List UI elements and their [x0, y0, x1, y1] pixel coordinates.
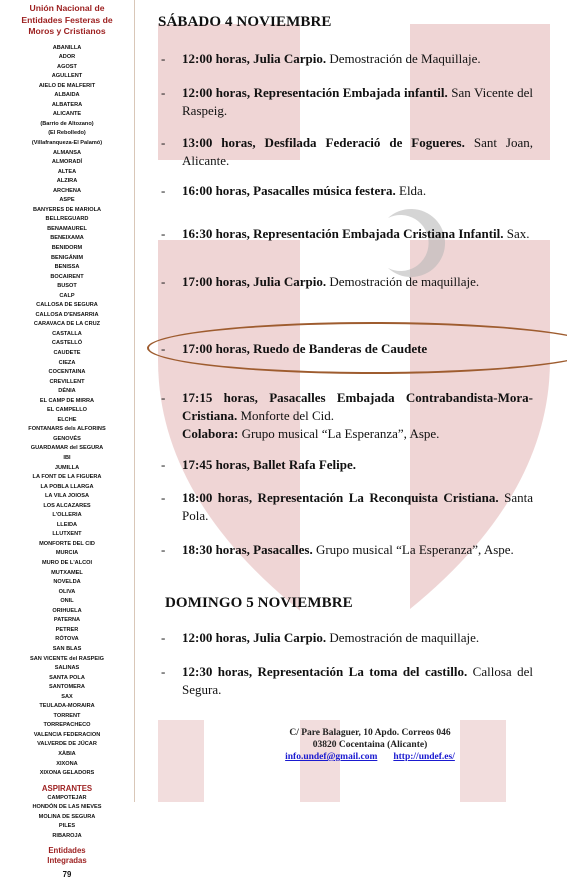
member-entity: EL CAMP DE MIRRA: [39, 397, 95, 404]
member-entity: ORIHUELA: [52, 607, 82, 614]
bullet-dash: -: [161, 226, 166, 241]
member-entity: PATERNA: [53, 617, 81, 624]
member-entity: XÀBIA: [58, 750, 76, 757]
member-entity: SANTOMERA: [49, 684, 85, 691]
member-entity: HONDÓN DE LAS NIEVES: [32, 804, 102, 811]
member-entity: VALVERDE DE JÚCAR: [37, 741, 97, 748]
member-entity: AGOST: [57, 63, 77, 70]
bullet-dash: -: [161, 457, 166, 472]
event-collaborator: Grupo musical “La Esperanza”, Aspe.: [238, 426, 440, 441]
member-entity: LA POBLA LLARGA: [40, 483, 94, 490]
bullet-dash: -: [161, 135, 166, 150]
org-title-line: Unión Nacional de: [29, 3, 105, 13]
event-item: [161, 84, 533, 120]
member-entity: XIXONA GELADORS: [39, 770, 95, 777]
event-item: [161, 389, 533, 443]
member-entity: ALBATERA: [51, 101, 83, 108]
member-entity: ALICANTE: [52, 111, 82, 118]
member-entity: BUSOT: [57, 283, 77, 290]
event-lead: 18:30 horas, Pasacalles.: [182, 542, 313, 557]
event-detail: Callosa del Segura.: [182, 664, 533, 697]
member-entity: CASTALLA: [52, 330, 82, 337]
member-entity: CALLOSA D'ENSARRIA: [35, 311, 99, 318]
entidades-label-line: Integradas: [47, 856, 87, 866]
event-lead: 16:00 horas, Pasacalles música festera.: [182, 183, 396, 198]
member-entity: MOLINA DE SEGURA: [38, 813, 96, 820]
organization-title: [0, 3, 134, 38]
member-entity: MONFORTE DEL CID: [39, 540, 95, 547]
bullet-dash: -: [161, 85, 166, 100]
event-lead: 12:30 horas, Representación La toma del castillo.: [182, 664, 468, 679]
event-lead: 16:30 horas, Representación Embajada Cristiana Infantil.: [182, 226, 504, 241]
event-item-highlighted: [161, 340, 533, 358]
member-entity: ALMORADÍ: [51, 159, 83, 166]
aspirant-list: [0, 794, 134, 842]
member-entity: (Barrio de Altozano): [40, 120, 94, 127]
member-entity: BENEIXAMA: [50, 235, 84, 242]
event-detail: Grupo musical “La Esperanza”, Aspe.: [312, 542, 514, 557]
bullet-dash: -: [161, 542, 166, 557]
member-entity: BOCAIRENT: [50, 273, 84, 280]
member-entity: TORREPACHECO: [43, 722, 91, 729]
member-entity: ALZIRA: [56, 178, 78, 185]
member-entity: XIXONA: [56, 760, 78, 767]
member-entity: BENIDORM: [51, 244, 83, 251]
aspirantes-title: ASPIRANTES: [41, 783, 93, 793]
member-entity: FONTANARS dels ALFORINS: [28, 426, 106, 433]
event-item: [161, 134, 533, 170]
bullet-dash: -: [161, 341, 166, 356]
day-heading: SÁBADO 4 NOVIEMBRE: [158, 14, 332, 30]
bullet-dash: -: [161, 490, 166, 505]
member-entity: LLEIDA: [56, 521, 78, 528]
event-lead: 12:00 horas, Julia Carpio.: [182, 51, 327, 66]
member-entity: LLUTXENT: [52, 531, 82, 538]
event-lead: 17:00 horas, Ruedo de Banderas de Caudete: [182, 341, 428, 356]
member-entity: SAN BLAS: [52, 645, 82, 652]
event-detail: Demostración de Maquillaje.: [326, 51, 481, 66]
bullet-dash: -: [161, 183, 166, 198]
member-entity: SANTA POLA: [49, 674, 85, 681]
member-entity: PETRER: [55, 626, 79, 633]
member-entity: SALINAS: [54, 665, 80, 672]
member-entity: GUARDAMAR del SEGURA: [30, 445, 104, 452]
day-heading: DOMINGO 5 NOVIEMBRE: [165, 595, 353, 611]
member-entity: LOS ALCAZARES: [43, 502, 91, 509]
event-item: [161, 182, 533, 200]
member-entity: BENISSA: [54, 264, 80, 271]
bullet-dash: -: [161, 274, 166, 289]
member-entity: MURCIA: [55, 550, 79, 557]
footer-city: 03820 Cocentaina (Alicante): [312, 740, 428, 750]
member-entity: CAUDETE: [53, 350, 81, 356]
event-item: [161, 663, 533, 699]
entidades-label: [0, 846, 134, 866]
member-entity: MUTXAMEL: [51, 569, 83, 576]
member-entity: COCENTAINA: [48, 369, 86, 376]
member-entity: DÉNIA: [58, 388, 76, 395]
email-link[interactable]: info.undef@gmail.com: [285, 752, 378, 762]
bullet-dash: -: [161, 664, 166, 679]
event-lead: 18:00 horas, Representación La Reconquista Cristiana.: [182, 490, 499, 505]
member-entity: ALBAIDA: [54, 92, 80, 99]
member-entity: CARAVACA DE LA CRUZ: [33, 321, 101, 328]
sidebar: [0, 0, 135, 879]
event-detail: Santa Pola.: [182, 490, 533, 523]
member-entity: BENIGÁNIM: [50, 254, 83, 261]
event-item: [161, 225, 533, 243]
event-collaborator-label: Colabora:: [182, 426, 239, 441]
member-entity: RÓTOVA: [55, 636, 79, 643]
member-entity: BELLREGUARD: [45, 216, 89, 223]
event-item: [161, 489, 533, 525]
entidades-count: 79: [62, 870, 72, 879]
event-lead: 13:00 horas, Desfilada Federació de Fogueres.: [182, 135, 465, 150]
member-entity: CREVILLENT: [49, 378, 85, 385]
bullet-dash: -: [161, 630, 166, 645]
member-entity: LA VILA JOIOSA: [44, 493, 90, 500]
entidades-label-line: Entidades: [48, 846, 86, 856]
member-entity: ADOR: [58, 54, 76, 61]
member-entity: ASPE: [59, 197, 75, 204]
member-entity: SAN VICENTE del RASPEIG: [30, 655, 104, 662]
member-entity: PILES: [58, 823, 76, 830]
event-detail: Demostración de maquillaje.: [326, 274, 480, 289]
org-title-line: Entidades Festeras de: [21, 14, 113, 25]
member-entity: MURO DE L'ALCOI: [41, 560, 93, 567]
member-entity: SAX: [61, 693, 73, 700]
member-entity: CALLOSA DE SEGURA: [36, 302, 98, 309]
event-item: [161, 456, 533, 474]
event-lead: 17:00 horas, Julia Carpio.: [182, 274, 327, 289]
website-link[interactable]: http://undef.es/: [393, 752, 455, 762]
member-list: [0, 44, 134, 779]
member-entity: TEULADA-MORAIRA: [39, 703, 95, 710]
member-entity: LA FONT DE LA FIGUERA: [32, 474, 102, 481]
event-item: [161, 273, 533, 291]
member-entity: GENOVÉS: [53, 435, 81, 442]
member-entity: CIEZA: [58, 359, 76, 366]
member-entity: BANYERES DE MARIOLA: [32, 206, 102, 213]
event-item: [161, 50, 533, 68]
member-entity: ABANILLA: [52, 44, 82, 51]
member-entity: EL CAMPELLO: [47, 407, 87, 414]
member-entity: ALMANSA: [53, 149, 81, 156]
footer-address: C/ Pare Balaguer, 10 Apdo. Correos 046: [289, 728, 451, 738]
footer-contact: [220, 727, 520, 763]
event-detail: Sax.: [503, 226, 530, 241]
member-entity: TORRENT: [53, 712, 81, 719]
member-entity: CASTELLÓ: [51, 340, 83, 347]
member-entity: RIBAROJA: [52, 832, 82, 839]
member-entity: JUMILLA: [54, 464, 80, 471]
event-detail: Elda.: [395, 183, 427, 198]
bullet-dash: -: [161, 390, 166, 405]
member-entity: ALTEA: [57, 168, 77, 175]
member-entity: AIELO DE MALFERIT: [38, 82, 96, 89]
member-entity: VALENCIA FEDERACION: [33, 731, 101, 738]
org-title-line: Moros y Cristianos: [28, 26, 106, 36]
member-entity: L'OLLERIA: [52, 512, 82, 519]
member-entity: ELCHE: [57, 416, 77, 423]
member-entity: ONIL: [60, 598, 74, 605]
event-detail: Demostración de maquillaje.: [326, 630, 480, 645]
bullet-dash: -: [161, 51, 166, 66]
event-detail: Monforte del Cid.: [237, 408, 335, 423]
member-entity: CAMPOTEJAR: [47, 794, 87, 801]
event-detail: San Vicente del Raspeig.: [182, 85, 534, 118]
event-item: [161, 629, 533, 647]
member-entity: (El Rebolledo): [48, 130, 86, 137]
event-detail: Sant Joan, Alicante.: [182, 135, 533, 168]
member-entity: CALP: [59, 292, 75, 299]
member-entity: NOVELDA: [53, 579, 81, 586]
member-entity: OLIVA: [58, 588, 76, 595]
event-lead: 12:00 horas, Julia Carpio.: [182, 630, 327, 645]
member-entity: AGULLENT: [51, 73, 83, 80]
member-entity: (Villafranqueza-El Palamó): [31, 139, 103, 146]
event-lead: 17:45 horas, Ballet Rafa Felipe.: [182, 457, 357, 472]
program-content: [145, 0, 535, 802]
member-entity: IBI: [63, 455, 71, 462]
event-lead: 17:15 horas, Pasacalles Embajada Contrabandista-Mora-Cristiana.: [182, 390, 533, 423]
event-lead: 12:00 horas, Representación Embajada infantil.: [182, 85, 448, 100]
member-entity: ARCHENA: [53, 187, 81, 194]
member-entity: BENAMAUREL: [47, 225, 87, 232]
event-item: [161, 541, 533, 559]
